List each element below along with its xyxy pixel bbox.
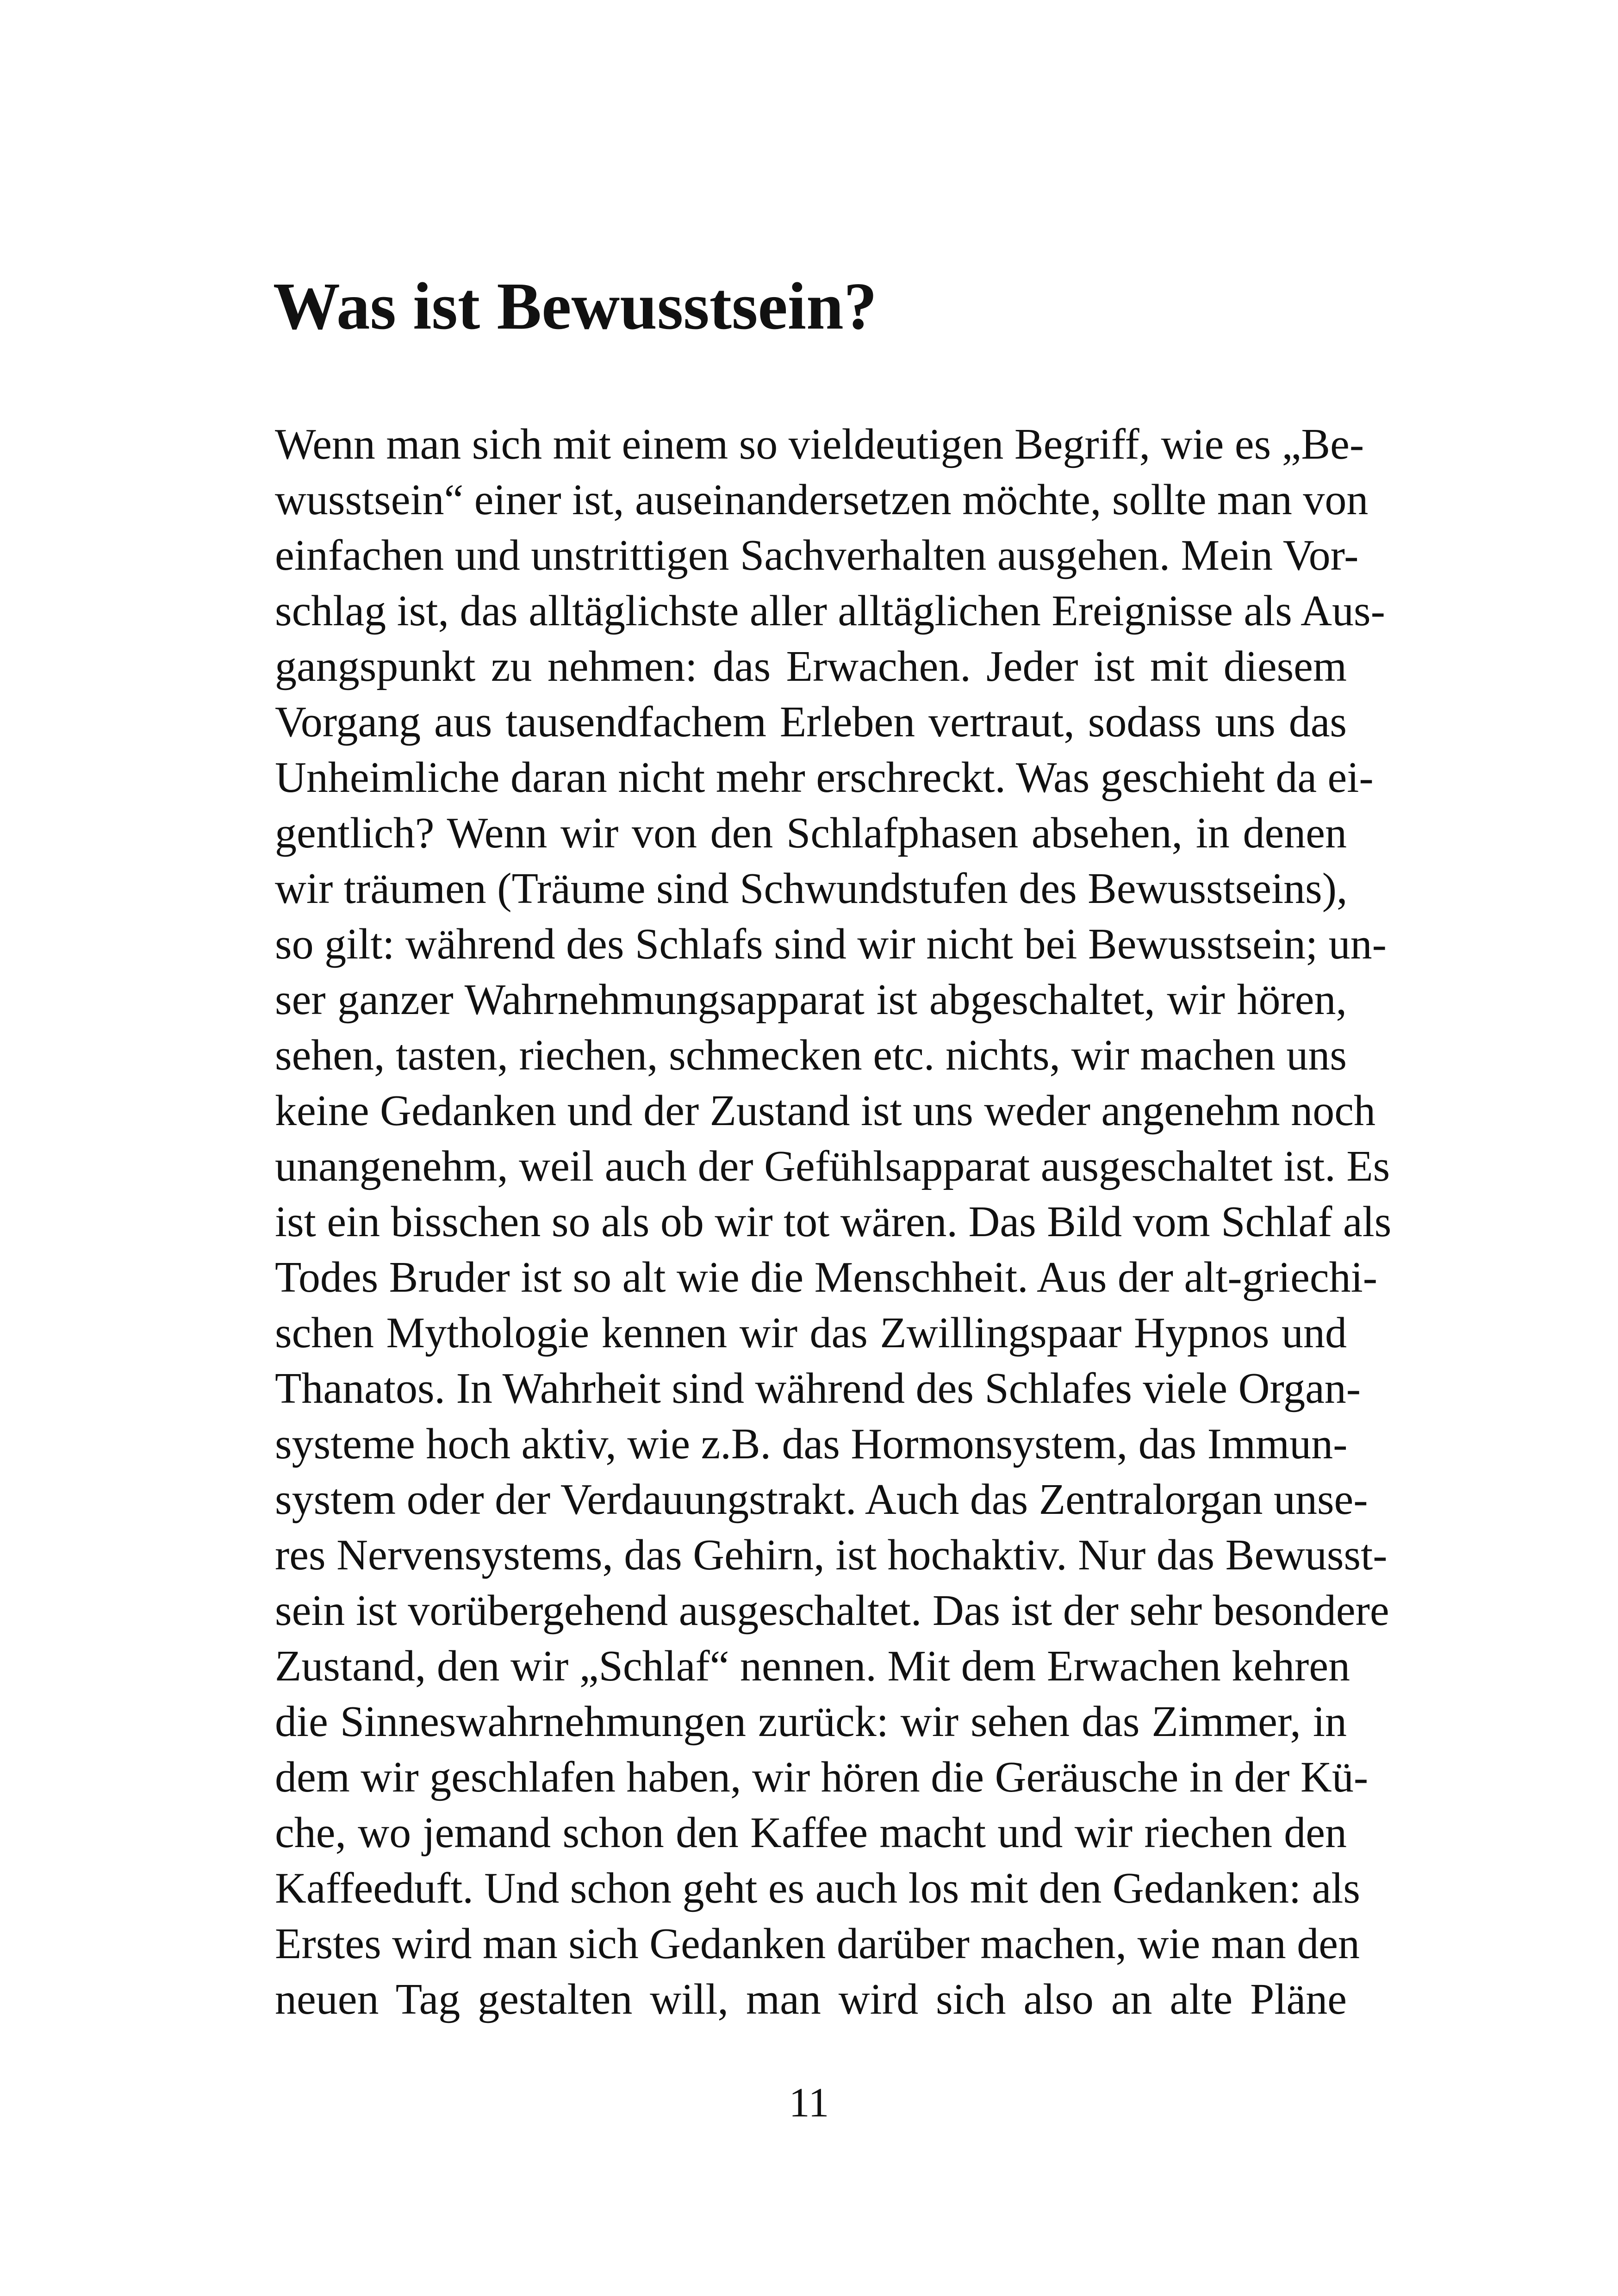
text-line: sein ist vorübergehend ausgeschaltet. Das ist der sehr besondere xyxy=(275,1587,1389,1635)
text-line: wusstsein“ einer ist, auseinandersetzen möchte, sollte man von xyxy=(275,476,1369,524)
text-line: unangenehm, weil auch der Gefühlsapparat ausgeschaltet ist. Es xyxy=(275,1142,1390,1190)
text-line: schlag ist, das alltäglichste aller alltäglichen Ereignisse als Aus- xyxy=(275,587,1385,635)
text-line: Kaffeeduft. Und schon geht es auch los mit den Gedanken: als xyxy=(275,1864,1360,1912)
text-line: system oder der Verdauungstrakt. Auch das Zentralorgan unse- xyxy=(275,1475,1368,1524)
text-line: gangspunkt zu nehmen: das Erwachen. Jeder ist mit diesem xyxy=(275,642,1347,691)
text-line: Wenn man sich mit einem so vieldeutigen Begriff, wie es „Be- xyxy=(275,420,1364,468)
page-number: 11 xyxy=(789,2080,829,2126)
text-line: einfachen und unstrittigen Sachverhalten ausgehen. Mein Vor- xyxy=(275,531,1359,579)
text-line: Todes Bruder ist so alt wie die Menschheit. Aus der alt-griechi- xyxy=(275,1253,1377,1301)
text-line: systeme hoch aktiv, wie z.B. das Hormonsystem, das Immun- xyxy=(275,1420,1348,1468)
text-line: Zustand, den wir „Schlaf“ nennen. Mit dem Erwachen kehren xyxy=(275,1642,1350,1690)
text-line: res Nervensystems, das Gehirn, ist hochaktiv. Nur das Bewusst- xyxy=(275,1531,1388,1579)
text-line: ist ein bisschen so als ob wir tot wären. Das Bild vom Schlaf als xyxy=(275,1198,1392,1246)
text-line: die Sinneswahrnehmungen zurück: wir sehen das Zimmer, in xyxy=(275,1698,1347,1746)
text-line: wir träumen (Träume sind Schwundstufen des Bewusstseins), xyxy=(275,865,1348,913)
text-line: schen Mythologie kennen wir das Zwillingspaar Hypnos und xyxy=(275,1309,1347,1357)
text-line: Vorgang aus tausendfachem Erleben vertraut, sodass uns das xyxy=(275,698,1347,746)
text-line: neuen Tag gestalten will, man wird sich also an alte Pläne xyxy=(275,1975,1347,2023)
text-line: keine Gedanken und der Zustand ist uns weder angenehm noch xyxy=(275,1087,1375,1135)
body-text xyxy=(275,417,1392,2027)
text-line: Thanatos. In Wahrheit sind während des Schlafes viele Organ- xyxy=(275,1364,1361,1412)
text-line: ser ganzer Wahrnehmungsapparat ist abgeschaltet, wir hören, xyxy=(275,976,1347,1024)
chapter-title: Was ist Bewusstsein? xyxy=(273,269,877,343)
text-line: sehen, tasten, riechen, schmecken etc. nichts, wir machen uns xyxy=(275,1031,1347,1079)
text-line: Unheimliche daran nicht mehr erschreckt. Was geschieht da ei- xyxy=(275,753,1374,802)
text-line: che, wo jemand schon den Kaffee macht und wir riechen den xyxy=(275,1809,1347,1857)
text-line: so gilt: während des Schlafs sind wir nicht bei Bewusstsein; un- xyxy=(275,920,1387,968)
text-line: gentlich? Wenn wir von den Schlafphasen absehen, in denen xyxy=(275,809,1347,857)
text-line: Erstes wird man sich Gedanken darüber machen, wie man den xyxy=(275,1920,1360,1968)
text-line: dem wir geschlafen haben, wir hören die Geräusche in der Kü- xyxy=(275,1753,1369,1801)
